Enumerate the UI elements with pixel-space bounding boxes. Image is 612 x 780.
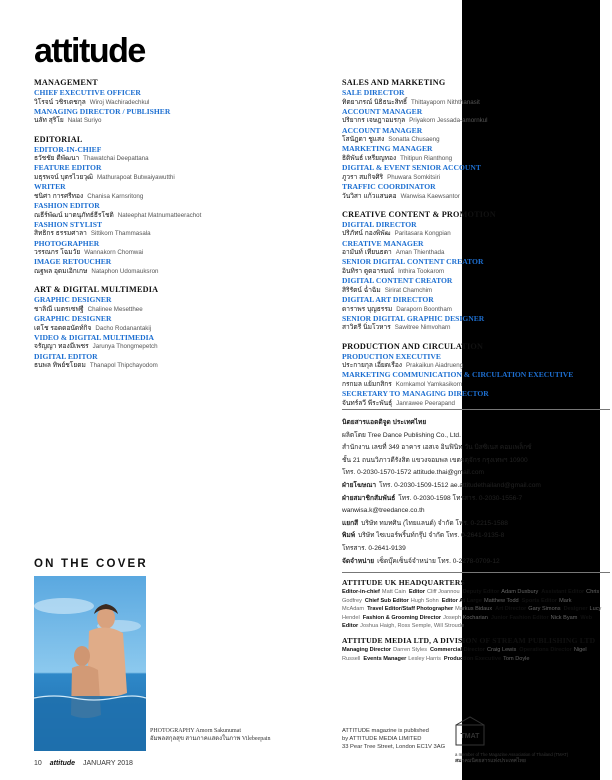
person-name-thai: ธวัชชัย ดีพัฒนา [34,155,80,163]
info-line-text: โทร. 0-2030-1570-1572 attitude.thai@gmail.com [342,469,485,477]
person-name-thai: สิริรัตน์ ฉ่ำฉิม [342,286,381,294]
uk-media-heading: ATTITUDE MEDIA LTD, A DIVISION OF STREAM PUBLISHING LTD [342,635,596,645]
person-name-english: Phuwara Somkitsiri [387,173,441,181]
person-name-english: Nalat Suriyo [67,117,102,125]
person-name-thai: ประกายกุล เอี่ยดเรือง [342,362,403,370]
person-name [342,361,612,370]
person-name [34,116,309,125]
person-name [342,98,612,107]
info-line-text: บริษัท ไซเบอร์พริ้นท์กรุ๊ป จำกัด โทร. 0-2641-9135-8 [358,532,505,540]
person-name-thai: ชนิศา การศรีทอง [34,192,84,200]
info-line-label: นิตยสารแอตติจูด ประเทศไทย [342,419,427,426]
staff-role: Editor At Large [441,597,482,604]
uk-headquarters [342,578,612,663]
person-name-thai: ชาลิณี เมตรเซฟฐี [34,305,84,313]
info-line-text: ผลิตโดย Tree Dance Publishing Co., Ltd. [342,431,461,439]
staff-role: Editor-in-chief [342,589,380,595]
person-name-thai: อินทิรา ตูดอารมณ์ [342,267,395,275]
publisher-note-line3: 33 Pear Tree Street, London EC1V 3AG [342,744,446,750]
info-line [342,455,612,468]
section-heading: SALES AND MARKETING [342,78,446,87]
section-heading: MANAGEMENT [34,78,98,87]
person-name [34,192,309,201]
role-title: CHIEF EXECUTIVE OFFICER [34,88,141,97]
role-title: SENIOR DIGITAL GRAPHIC DESIGNER [342,313,485,323]
person-name-english: Janrawee Peerapand [396,399,455,407]
person-name-english: Sonatta Chusaeng [388,136,440,144]
role-title: MANAGING DIRECTOR / PUBLISHER [34,106,171,116]
info-line-text: โทร. 0-2030-1598 โทรสาร. 0-2030-1556-7 [398,494,523,502]
person-name [34,154,309,163]
person-name-english: Aman Thienthada [395,249,445,257]
person-name [342,135,612,144]
person-name-thai: วิโรจน์ วชิรเดชกุล [34,98,86,106]
person-name [342,380,612,389]
divider-info-top [342,409,610,410]
staff-role: Assistant Editor [541,589,585,595]
person-name [342,229,612,238]
person-name-thai: ปริยากร เจษฎาอมรกุล [342,117,406,125]
staff-name: Markus Bidaux [455,606,493,613]
person-name-thai: อามันท์ เทียนธดา [342,249,392,257]
info-line-text: ชั้น 21 ถนนวิภาวดีรังสิต แขวงจอมพล เขตจตุจักร กรุงเทพฯ 10900 [342,456,528,464]
footer-issue: JANUARY 2018 [82,760,133,767]
person-name [342,305,612,314]
person-name [34,248,309,257]
publisher-note-line2: by ATTITUDE MEDIA LIMITED [342,736,422,742]
role-title: WRITER [34,182,66,192]
uk-media-staff-list [342,646,612,663]
info-line [342,480,612,493]
person-name-thai: จรัญญา ทองมีเพชร [34,343,89,351]
staff-name: Matthew Todd [483,597,519,604]
uk-staff-list [342,588,612,631]
publisher-note-line1: ATTITUDE magazine is published [342,728,429,734]
person-name-thai: วรรณกร โฉมวัย [34,249,81,257]
person-name [342,286,612,295]
person-name-english: Sirirat Chamchim [384,286,433,294]
role-title: SALE DIRECTOR [342,88,405,97]
person-name [342,116,612,125]
staff-role: Art Director [495,606,527,613]
staff-name: Lucy Hendel [342,606,602,621]
person-name-english: Thawatchai Deepattana [83,155,149,163]
role-title: IMAGE RETOUCHER [34,257,112,267]
person-name [34,267,309,276]
info-line [342,442,612,455]
staff-name: Craig Lewis [487,646,517,653]
person-name-english: Nateephat Matnumatteerachot [117,211,202,219]
role-title: ACCOUNT MANAGER [342,106,423,116]
tmat-caption [455,752,585,764]
info-line [342,505,612,518]
cover-credit-line2: อัมพลสกุลสุข สามภาคแสดงในภาพ Vilebeepain [150,736,271,742]
person-name-thai: กรกมล แย้มกสิกร [342,380,392,388]
person-name [34,229,309,238]
person-name-english: Wannakorn Chomwai [84,249,144,257]
staff-name: Darren Styles [393,646,427,653]
info-line-label: ฝ่ายสมาชิกสัมพันธ์ [342,494,396,502]
staff-name: Tom Doyle [503,655,530,662]
attitude-logo: attitude [34,32,145,70]
role-title: EDITOR-IN-CHIEF [34,144,102,154]
role-title: DIGITAL DIRECTOR [342,219,417,229]
person-name [342,323,612,332]
person-name-thai: มธุรพจน์ บุตรไวยวุฒิ [34,173,94,181]
person-name-english: Paritasara Kongpian [394,230,451,238]
role-title: VIDEO & DIGITAL MULTIMEDIA [34,332,155,342]
person-name [34,305,309,314]
role-title: SENIOR DIGITAL CONTENT CREATOR [342,257,484,267]
right-credits-column [342,78,612,408]
divider-uk-top [342,572,610,573]
person-name [34,98,309,107]
role-title: DIGITAL ART DIRECTOR [342,294,434,304]
person-name-english: Nataphon Udomauksron [91,267,159,275]
person-name [342,173,612,182]
info-line [342,467,612,480]
info-line [342,417,612,430]
person-name-thai: จันทร์ลวี พีระพันธุ์ [342,399,393,407]
publisher-note [342,727,462,751]
person-name-english: Kornkamol Yamkasikorn [395,380,463,388]
person-name-english: Mathurapoat Butwaiyawutthi [97,173,175,181]
person-name-thai: ปริภัทน์ กองพิพัฒ [342,230,391,238]
person-name-english: Sittikorn Thammasala [90,230,151,238]
staff-role: Designer [563,606,588,613]
person-name-thai: ธิติพันธ์ เหรียญทอง [342,154,397,162]
role-title: FASHION STYLIST [34,219,103,229]
page-footer [34,760,133,767]
cover-photo [34,576,146,751]
staff-role: Deputy Editor [462,589,500,595]
info-line [342,430,612,443]
footer-magazine-name: attitude [49,760,76,767]
staff-name: Cliff Joannou [427,589,460,595]
person-name-thai: ทิตยาภรณ์ นิธิธนะสิทธิ์ [342,98,408,106]
person-name [342,154,612,163]
role-title: PHOTOGRAPHER [34,238,100,248]
role-title: GRAPHIC DESIGNER [34,295,112,305]
info-line-text: บริษัท ทมทศิน (ไทยแลนด์) จำกัด โทร. 0-2215-1588 [361,519,508,527]
info-line-label: ฝ่ายโฆษณา [342,481,377,489]
role-title: PRODUCTION EXECUTIVE [342,351,441,361]
cover-credit [150,727,300,743]
person-name-thai: ดาราพร บุญธรรม [342,305,393,313]
section-heading: CREATIVE CONTENT & PROMOTION [342,209,496,219]
person-name-thai: วันวิสา แก้วแสนคอ [342,192,397,200]
person-name [34,173,309,182]
staff-role: Chief Sub Editor [364,597,409,604]
person-name-thai: นลัท สุริโย [34,117,64,125]
person-name-thai: สิทธิกร ธรรมศาลา [34,230,87,238]
person-name-thai: ภูวรา สมกิจศิริ [342,173,384,181]
person-name [342,248,612,257]
person-name-english: Wiroj Wachiradechkul [89,98,150,106]
staff-name: Matt Cain [381,589,406,595]
staff-name: Hugh Sohn [410,597,439,604]
person-name-english: Chanisa Karnsritong [87,192,144,200]
role-title: FEATURE EDITOR [34,163,102,173]
info-line-label: แยกสี [342,519,359,527]
staff-role: Fashion & Grooming Director [362,614,442,621]
uk-heading: ATTITUDE UK HEADQUARTERS [342,578,465,587]
role-title: MARKETING COMMUNICATION & CIRCULATION EXECUTIVE [342,370,574,380]
info-line [342,556,612,569]
tmat-line2: สมาคมนิตยสารแห่งประเทศไทย [455,758,526,764]
person-name [34,211,309,220]
staff-role: Web Editor [342,614,593,630]
role-title: TRAFFIC COORDINATOR [342,181,436,191]
staff-name: Joshua Haigh, Ross Semple, Will Stroude [360,623,465,630]
info-line [342,543,612,556]
info-line-text: โทร. 0-2030-1509-1512 ae.attitudethailand@gmail.com [379,481,541,489]
person-name-english: Prakaikun Aiadrueng [406,362,464,370]
left-credits-column [34,78,309,370]
person-name [342,192,612,201]
person-name-english: Jarunya Thongmepetch [92,343,158,351]
person-name-thai: ธนพล ทิพย์ชโยดม [34,362,86,370]
on-the-cover-heading: ON THE COVER [34,558,148,570]
staff-role: Events Manager [363,655,407,662]
person-name-english: Inthira Tookarom [398,267,445,275]
staff-name: Joseph Kocharian [443,614,488,621]
section-heading: PRODUCTION AND CIRCULATION [342,341,484,351]
staff-role: Managing Director [342,646,392,653]
tmat-logo [455,715,485,754]
staff-name: Lesley Harris [408,655,441,662]
person-name [342,267,612,276]
person-name [342,399,612,408]
person-name-thai: เดโช รอดดอนัดท์กิจ [34,324,92,332]
role-title: DIGITAL CONTENT CREATOR [342,276,453,286]
role-title: DIGITAL & EVENT SENIOR ACCOUNT [342,163,481,173]
info-line [342,530,612,543]
staff-role: Commercial Director [430,646,486,653]
person-name-thai: ณธีร์พัฒน์ มาตนุภัทธ์ธีรโชติ [34,211,114,219]
person-name [34,342,309,351]
staff-name: Nigel Russell [342,646,587,662]
info-line [342,493,612,506]
role-title: CREATIVE MANAGER [342,238,424,248]
person-name-english: Dacho Rodanantakij [95,324,152,332]
person-name-english: Daraporn Boontham [396,305,452,313]
role-title: DIGITAL EDITOR [34,351,98,361]
staff-name: Nick Byam [550,614,578,621]
person-name-thai: ณฐพล อุดมเอิกเกษ [34,267,88,275]
role-title: MARKETING MANAGER [342,144,433,154]
person-name-thai: สาวิตรี นิ่มโวหาร [342,324,391,332]
role-title: SECRETARY TO MANAGING DIRECTOR [342,389,489,399]
section-heading: ART & DIGITAL MULTIMEDIA [34,285,159,295]
staff-role: Junior Fashion Editor [490,614,549,621]
role-title: FASHION EDITOR [34,200,100,210]
staff-role: Travel Editor/Staff Photographer [367,606,454,613]
staff-role: Production Executive [443,655,502,662]
page-number: 10 [34,760,42,767]
person-name-english: Chalinee Mesetthee [87,305,143,313]
cover-credit-line1: PHOTOGRAPHY Amorn Sakunumat [150,728,242,734]
info-line-text: เซ็ดบุ๊คเซ็นจ์จำหน่าย โทร. 0-2278-0709-12 [377,557,500,565]
tmat-badge: TMAT [460,733,480,740]
staff-role: Operations Director [519,646,572,653]
person-name-thai: โสนัฎดา ชูแสง [342,136,385,144]
person-name-english: Thitipun Rianthong [400,154,453,162]
info-line-text: wanwisa.k@treedance.co.th [342,507,425,515]
person-name-english: Thanapol Thipchayodom [89,362,158,370]
info-line-label: จัดจำหน่าย [342,557,375,565]
tmat-line1: a member of The Magazine Association of Thailand (TMAT) [455,752,569,757]
info-line [342,518,612,531]
person-name [34,361,309,370]
staff-role: Editor [408,589,426,595]
info-line-text: โทรสาร. 0-2641-9139 [342,544,406,552]
staff-name: Gary Simons [528,606,561,613]
person-name [34,324,309,333]
staff-name: Adam Duxbury [501,589,539,595]
person-name-english: Wanwisa Kaewsantor [400,192,460,200]
staff-name: Mark McAdam [342,597,572,613]
info-line-label: พิมพ์ [342,532,356,540]
section-heading: EDITORIAL [34,134,83,144]
info-line-text: สำนักงาน เลขที่ 349 อาคาร เอสเจ อินฟินิท วัน บิสซิเนส คอมเพล็กซ์ [342,444,532,452]
role-title: GRAPHIC DESIGNER [34,313,112,323]
staff-name: Chris Godfrey [342,589,600,604]
thai-publisher-info [342,417,612,568]
role-title: ACCOUNT MANAGER [342,125,423,135]
staff-role: Sports Editor [521,597,558,604]
person-name-english: Sawitree Nimvoharn [394,324,451,332]
person-name-english: Priyakorn Jessada-amornkul [409,117,488,125]
person-name-english: Thittayaporn Niththanasit [411,98,480,106]
